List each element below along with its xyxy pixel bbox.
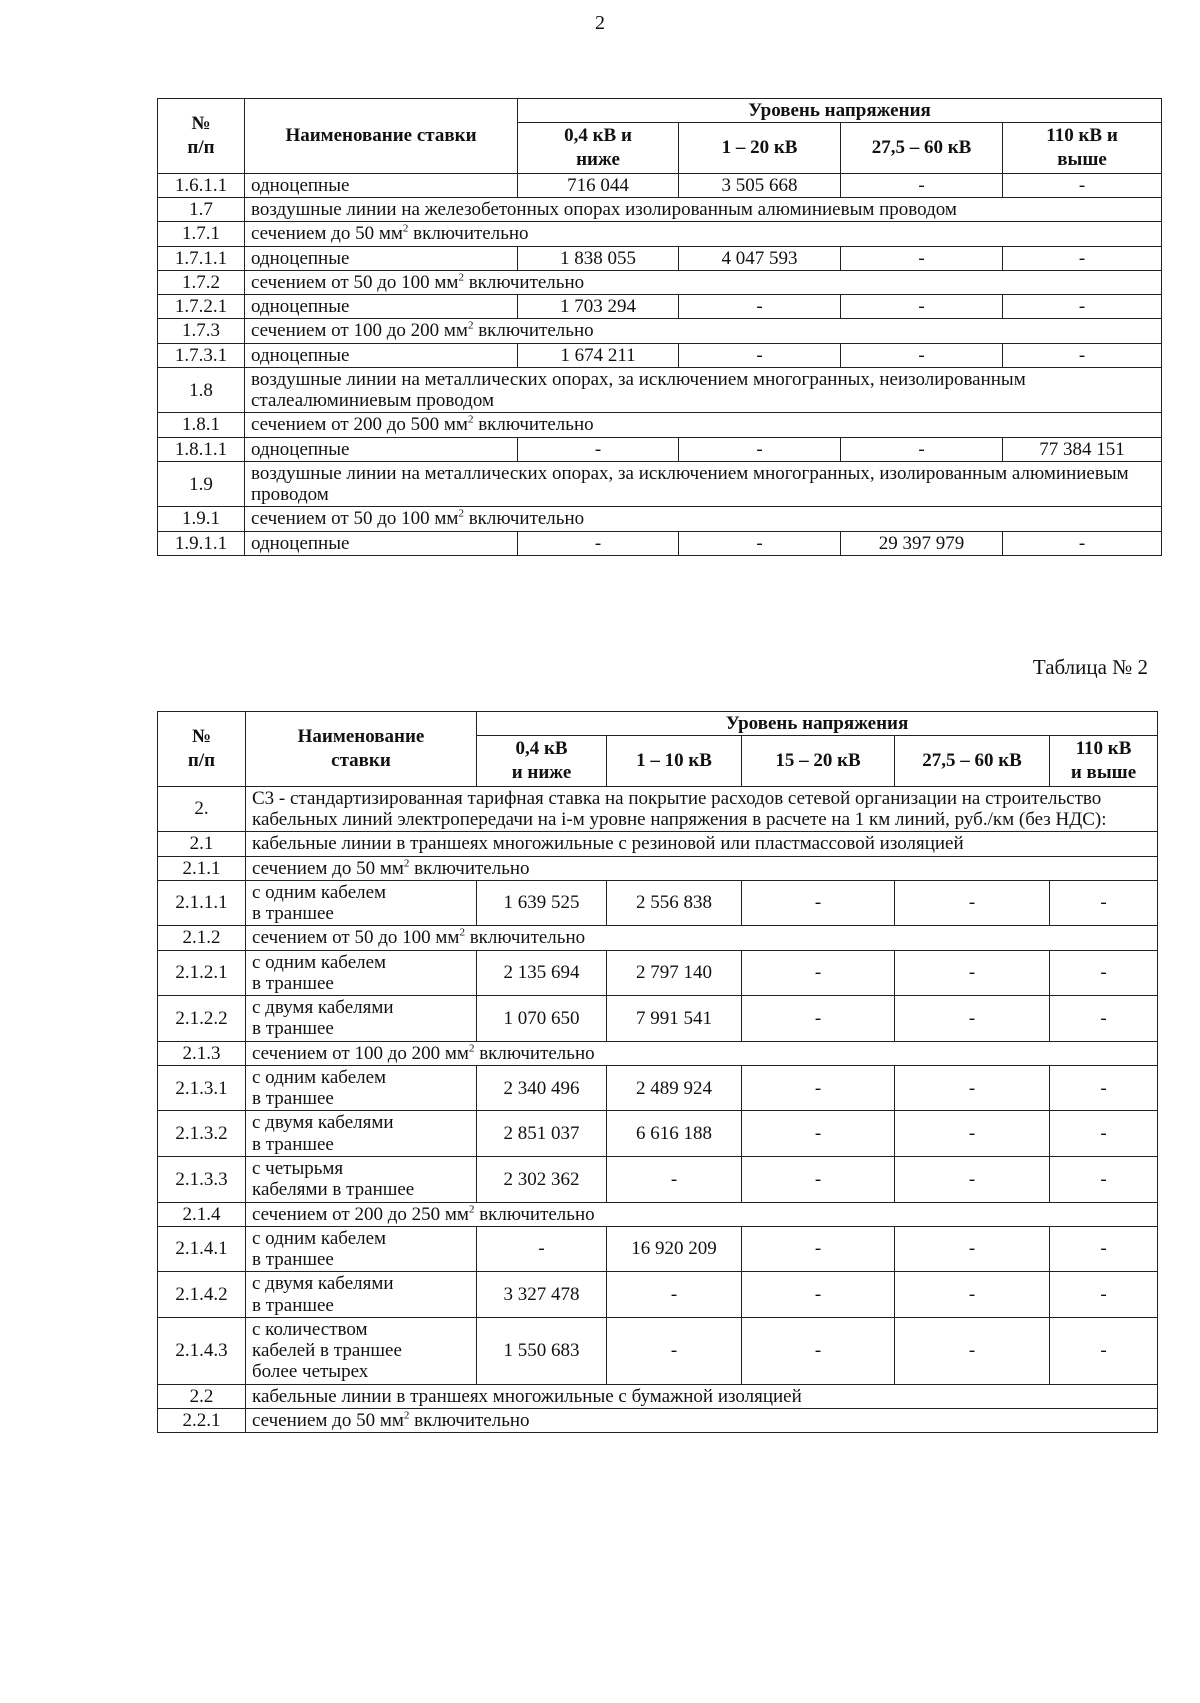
table-row	[158, 413, 1162, 437]
rate-name: с количеством кабелей в траншее более четырех	[246, 1317, 477, 1384]
rate-value: 3 327 478	[477, 1272, 607, 1318]
rate-value: -	[1003, 246, 1162, 270]
rates-table-1	[157, 98, 1162, 556]
section-title: кабельные линии в траншеях многожильные с резиновой или пластмассовой изоляцией	[246, 832, 1158, 856]
rate-value: 1 070 650	[477, 996, 607, 1042]
rate-value: -	[679, 437, 841, 461]
rate-value: 1 703 294	[518, 295, 679, 319]
rate-value: -	[1003, 295, 1162, 319]
rate-value: -	[1003, 531, 1162, 555]
rate-value: -	[518, 531, 679, 555]
row-number: 2.1.1	[158, 856, 246, 880]
table-row	[158, 926, 1158, 950]
section-title: воздушные линии на металлических опорах, за исключением многогранных, неизолированным сталеалюминиевым проводом	[245, 367, 1162, 413]
section-title-suffix: включительно	[474, 1203, 595, 1225]
section-title-text: сечением от 50 до 100 мм	[252, 927, 460, 949]
rate-value: -	[895, 1226, 1050, 1272]
rate-value: -	[895, 1157, 1050, 1203]
rate-value: -	[1050, 880, 1158, 926]
row-number: 2.1.4	[158, 1202, 246, 1226]
section-title: кабельные линии в траншеях многожильные с бумажной изоляцией	[246, 1384, 1158, 1408]
section-title	[246, 1202, 1158, 1226]
rate-value: -	[895, 950, 1050, 996]
table-row	[158, 880, 1158, 926]
table-row	[158, 1317, 1158, 1384]
col-header-voltage-level: Уровень напряжения	[518, 99, 1162, 123]
section-title	[245, 270, 1162, 294]
table-row	[158, 173, 1162, 197]
rate-value: 77 384 151	[1003, 437, 1162, 461]
table-row	[158, 856, 1158, 880]
rate-value: -	[841, 246, 1003, 270]
table-row	[158, 1111, 1158, 1157]
rate-name: с двумя кабелями в траншее	[246, 996, 477, 1042]
rate-value: -	[1050, 1226, 1158, 1272]
superscript-2: 2	[468, 1042, 475, 1055]
rate-value: -	[1050, 1111, 1158, 1157]
table-row	[158, 950, 1158, 996]
rate-value: -	[679, 531, 841, 555]
section-title-text: сечением от 50 до 100 мм	[251, 271, 459, 293]
table-2-caption: Таблица № 2	[1032, 655, 1148, 679]
col-header-voltage: 1 – 20 кВ	[679, 123, 841, 174]
row-number: 2.1.4.1	[158, 1226, 246, 1272]
page-number: 2	[595, 12, 605, 34]
rate-value: -	[841, 295, 1003, 319]
row-number: 1.7.2.1	[158, 295, 245, 319]
section-title-suffix: включительно	[473, 414, 594, 436]
section-title-text: сечением от 200 до 500 мм	[251, 414, 468, 436]
rate-name: с одним кабелем в траншее	[246, 1065, 477, 1111]
row-number: 2.1.3.2	[158, 1111, 246, 1157]
rate-value: -	[895, 1065, 1050, 1111]
col-header-voltage: 110 кВ и выше	[1050, 736, 1158, 787]
section-title	[245, 413, 1162, 437]
table-row	[158, 1202, 1158, 1226]
table-row	[158, 295, 1162, 319]
rate-value: 4 047 593	[679, 246, 841, 270]
superscript-2: 2	[459, 927, 465, 940]
rate-value: -	[1003, 343, 1162, 367]
section-title-text: сечением от 100 до 200 мм	[251, 320, 468, 342]
rate-value: 1 838 055	[518, 246, 679, 270]
rate-value: -	[742, 950, 895, 996]
rate-name: одноцепные	[245, 295, 518, 319]
rate-name: с одним кабелем в траншее	[246, 1226, 477, 1272]
rate-value: 3 505 668	[679, 173, 841, 197]
row-number: 1.7.1.1	[158, 246, 245, 270]
row-number: 1.9.1	[158, 507, 245, 531]
rate-value: 2 851 037	[477, 1111, 607, 1157]
rate-value: -	[679, 343, 841, 367]
rate-value: -	[1050, 950, 1158, 996]
row-number: 1.7	[158, 198, 245, 222]
rate-name: одноцепные	[245, 173, 518, 197]
rate-value: 2 340 496	[477, 1065, 607, 1111]
row-number: 2.1.3.3	[158, 1157, 246, 1203]
rate-value: -	[1003, 173, 1162, 197]
rate-value: -	[742, 1111, 895, 1157]
col-header-voltage-level: Уровень напряжения	[477, 712, 1158, 736]
row-number: 1.7.2	[158, 270, 245, 294]
rate-value: -	[742, 880, 895, 926]
rate-value: 2 489 924	[607, 1065, 742, 1111]
section-title-suffix: включительно	[474, 1042, 595, 1064]
row-number: 1.9	[158, 461, 245, 507]
section-title	[245, 319, 1162, 343]
rate-value: 1 674 211	[518, 343, 679, 367]
table-row	[158, 531, 1162, 555]
superscript-2: 2	[402, 222, 409, 235]
col-header-voltage: 0,4 кВ и ниже	[518, 123, 679, 174]
rate-value: -	[1050, 996, 1158, 1042]
rate-value: -	[742, 1157, 895, 1203]
rate-name: с четырьмя кабелями в траншее	[246, 1157, 477, 1203]
rate-value: -	[895, 1272, 1050, 1318]
table-row	[158, 1408, 1158, 1432]
rate-value: 1 639 525	[477, 880, 607, 926]
section-title-suffix: включительно	[463, 508, 585, 530]
row-number: 2.1.2.1	[158, 950, 246, 996]
row-number: 1.8.1	[158, 413, 245, 437]
table-row	[158, 1272, 1158, 1318]
section-title	[246, 856, 1158, 880]
col-header-voltage: 15 – 20 кВ	[742, 736, 895, 787]
section-title-text: сечением от 100 до 200 мм	[252, 1042, 469, 1064]
rate-name: одноцепные	[245, 246, 518, 270]
row-number: 2.1	[158, 832, 246, 856]
rate-value: -	[679, 295, 841, 319]
rate-value: -	[607, 1157, 742, 1203]
row-number: 2.2	[158, 1384, 246, 1408]
section-title: воздушные линии на железобетонных опорах изолированным алюминиевым проводом	[245, 198, 1162, 222]
col-header-num: № п/п	[158, 712, 246, 787]
row-number: 1.9.1.1	[158, 531, 245, 555]
section-title	[245, 507, 1162, 531]
superscript-2: 2	[458, 508, 464, 521]
rate-value: 2 302 362	[477, 1157, 607, 1203]
row-number: 2.1.1.1	[158, 880, 246, 926]
col-header-name: Наименование ставки	[246, 712, 477, 787]
rate-value: -	[841, 173, 1003, 197]
table-row	[158, 832, 1158, 856]
table-row	[158, 270, 1162, 294]
row-number: 1.7.3	[158, 319, 245, 343]
section-title: воздушные линии на металлических опорах, за исключением многогранных, изолированным алюминиевым проводом	[245, 461, 1162, 507]
section-title	[246, 1408, 1158, 1432]
section-title	[246, 926, 1158, 950]
rate-value: 2 797 140	[607, 950, 742, 996]
section-title-text: сечением до 50 мм	[252, 1409, 404, 1431]
rate-value: -	[895, 996, 1050, 1042]
table-row	[158, 507, 1162, 531]
rate-value: -	[607, 1272, 742, 1318]
rate-value: -	[742, 1272, 895, 1318]
rate-value: -	[477, 1226, 607, 1272]
row-number: 2.	[158, 786, 246, 832]
rate-name: с двумя кабелями в траншее	[246, 1111, 477, 1157]
col-header-voltage: 1 – 10 кВ	[607, 736, 742, 787]
superscript-2: 2	[403, 1409, 410, 1422]
rate-value: -	[895, 1317, 1050, 1384]
superscript-2: 2	[458, 271, 464, 284]
table-row	[158, 367, 1162, 413]
row-number: 2.1.2.2	[158, 996, 246, 1042]
row-number: 2.1.3.1	[158, 1065, 246, 1111]
rate-value: -	[518, 437, 679, 461]
section-title-text: сечением от 50 до 100 мм	[251, 508, 459, 530]
row-number: 1.8.1.1	[158, 437, 245, 461]
table-row	[158, 198, 1162, 222]
rate-value: 2 556 838	[607, 880, 742, 926]
row-number: 2.1.2	[158, 926, 246, 950]
section-title-text: сечением от 200 до 250 мм	[252, 1203, 469, 1225]
rate-value: 16 920 209	[607, 1226, 742, 1272]
section-title: С3 - стандартизированная тарифная ставка на покрытие расходов сетевой организации на строительство кабельных линий электропередачи на i-м уровне напряжения в расчете на 1 км линий, руб./км (без НДС):	[246, 786, 1158, 832]
rate-value: -	[1050, 1272, 1158, 1318]
rate-value: -	[895, 880, 1050, 926]
section-title	[245, 222, 1162, 246]
row-number: 2.1.4.2	[158, 1272, 246, 1318]
table-row	[158, 1041, 1158, 1065]
section-title-suffix: включительно	[409, 1409, 530, 1431]
rate-name: с одним кабелем в траншее	[246, 950, 477, 996]
superscript-2: 2	[467, 320, 474, 333]
table-1-body	[158, 173, 1162, 555]
col-header-name: Наименование ставки	[245, 99, 518, 174]
rate-value: -	[742, 1317, 895, 1384]
rate-value: -	[607, 1317, 742, 1384]
section-title-suffix: включительно	[409, 857, 530, 879]
col-header-voltage: 27,5 – 60 кВ	[895, 736, 1050, 787]
rate-value: -	[841, 437, 1003, 461]
table-row	[158, 343, 1162, 367]
section-title-text: сечением до 50 мм	[251, 223, 403, 245]
row-number: 2.1.3	[158, 1041, 246, 1065]
rate-value: 7 991 541	[607, 996, 742, 1042]
rate-name: одноцепные	[245, 437, 518, 461]
table-row	[158, 246, 1162, 270]
row-number: 1.8	[158, 367, 245, 413]
rate-value: 716 044	[518, 173, 679, 197]
table-row	[158, 1226, 1158, 1272]
rate-value: 29 397 979	[841, 531, 1003, 555]
section-title-text: сечением до 50 мм	[252, 857, 404, 879]
table-row	[158, 437, 1162, 461]
rate-value: 6 616 188	[607, 1111, 742, 1157]
rate-value: 2 135 694	[477, 950, 607, 996]
section-title-suffix: включительно	[408, 223, 529, 245]
rate-value: -	[1050, 1065, 1158, 1111]
table-row	[158, 1384, 1158, 1408]
rate-value: -	[742, 1065, 895, 1111]
table-row	[158, 319, 1162, 343]
rate-value: -	[1050, 1317, 1158, 1384]
table-row	[158, 786, 1158, 832]
table-row	[158, 1065, 1158, 1111]
row-number: 1.7.1	[158, 222, 245, 246]
row-number: 2.1.4.3	[158, 1317, 246, 1384]
table-row	[158, 222, 1162, 246]
rate-name: с одним кабелем в траншее	[246, 880, 477, 926]
row-number: 1.6.1.1	[158, 173, 245, 197]
col-header-voltage: 0,4 кВ и ниже	[477, 736, 607, 787]
rate-name: одноцепные	[245, 343, 518, 367]
section-title-suffix: включительно	[463, 271, 585, 293]
section-title-suffix: включительно	[473, 320, 594, 342]
col-header-voltage: 110 кВ и выше	[1003, 123, 1162, 174]
col-header-num: № п/п	[158, 99, 245, 174]
section-title-suffix: включительно	[464, 927, 586, 949]
rate-value: -	[1050, 1157, 1158, 1203]
rate-name: с двумя кабелями в траншее	[246, 1272, 477, 1318]
table-row	[158, 461, 1162, 507]
rate-name: одноцепные	[245, 531, 518, 555]
rate-value: -	[841, 343, 1003, 367]
section-title	[246, 1041, 1158, 1065]
table-2-body	[158, 786, 1158, 1432]
rate-value: 1 550 683	[477, 1317, 607, 1384]
row-number: 2.2.1	[158, 1408, 246, 1432]
superscript-2: 2	[403, 857, 410, 870]
table-row	[158, 1157, 1158, 1203]
rates-table-2	[157, 711, 1158, 1433]
row-number: 1.7.3.1	[158, 343, 245, 367]
rate-value: -	[742, 996, 895, 1042]
rate-value: -	[895, 1111, 1050, 1157]
superscript-2: 2	[467, 414, 474, 427]
superscript-2: 2	[468, 1203, 475, 1216]
table-row	[158, 996, 1158, 1042]
rate-value: -	[742, 1226, 895, 1272]
col-header-voltage: 27,5 – 60 кВ	[841, 123, 1003, 174]
